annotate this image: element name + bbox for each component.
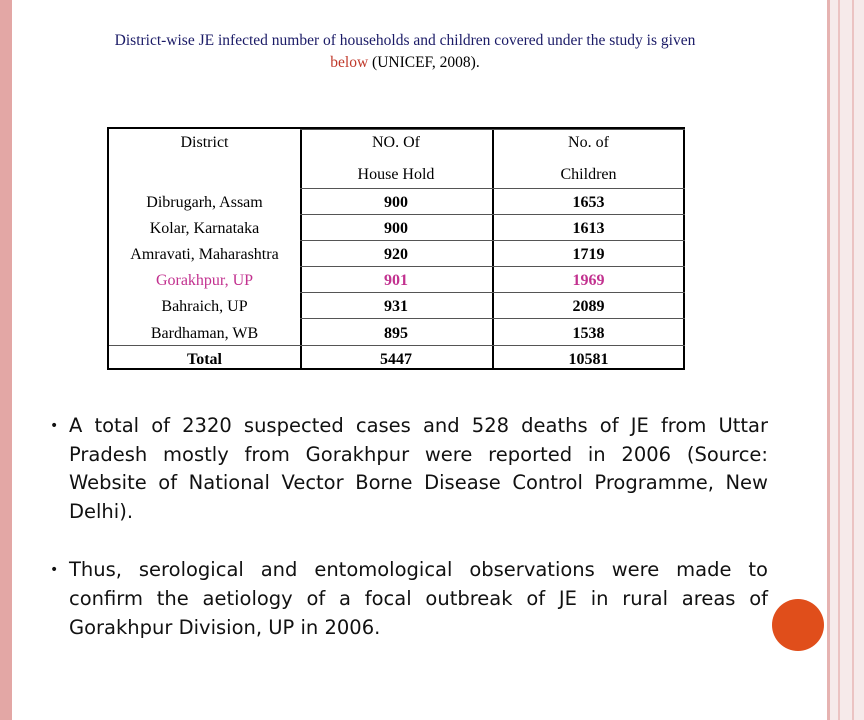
row-district: Amravati, Maharashtra: [130, 246, 279, 263]
header-district: District: [180, 134, 229, 151]
total-children: 10581: [568, 351, 609, 368]
bullet-text: Thus, serological and entomological observations were made to confirm the aetiology of a focal outbreak of JE in rural areas of Gorakhpur Division, UP in 2006.: [69, 558, 768, 639]
district-table: [107, 127, 685, 370]
slide-frame-line: [852, 0, 854, 720]
table-divider: [300, 292, 685, 293]
row-children: 1538: [572, 325, 605, 342]
row-children: 2089: [572, 298, 605, 315]
slide-frame-right: [827, 0, 864, 720]
row-district: Bahraich, UP: [161, 298, 248, 315]
total-label: Total: [187, 351, 222, 368]
table-divider: [300, 318, 685, 319]
row-district: Kolar, Karnataka: [149, 220, 260, 237]
bullet-dot: •: [50, 418, 59, 434]
bullet-dot: •: [50, 562, 59, 579]
total-households: 5447: [380, 351, 412, 368]
table-divider: [300, 266, 685, 267]
header-children-2: Children: [560, 166, 617, 183]
row-households: 931: [384, 298, 408, 315]
bullet-item: [50, 412, 768, 526]
row-households: 920: [384, 246, 408, 263]
row-households: 900: [384, 194, 408, 211]
row-households: 900: [384, 220, 408, 237]
header-households-2: House Hold: [357, 166, 435, 183]
table-divider: [300, 129, 685, 130]
row-children: 1719: [572, 246, 605, 263]
row-households: 895: [384, 325, 408, 342]
decorative-circle: [772, 599, 824, 651]
bullet-text: A total of 2320 suspected cases and 528 deaths of JE from Uttar Pradesh mostly from Gorakhpur were reported in 2006 (Source: Website of National Vector Borne Disease Control Programme, New Delhi).: [69, 414, 768, 523]
heading-line-2: [50, 52, 760, 74]
slide-frame-line: [827, 0, 830, 720]
table-divider: [300, 188, 685, 189]
row-district: Bardhaman, WB: [150, 325, 259, 342]
bullet-item: [50, 556, 768, 642]
row-district-highlight: Gorakhpur, UP: [155, 272, 254, 289]
table-divider: [300, 240, 685, 241]
bullet-list: [50, 412, 768, 672]
header-households-1: NO. Of: [372, 134, 420, 151]
header-children-1: No. of: [568, 134, 609, 151]
row-children: 1613: [572, 220, 605, 237]
slide-frame-left: [0, 0, 12, 720]
table-divider: [300, 214, 685, 215]
table-divider: [300, 345, 685, 346]
slide-frame-line: [838, 0, 840, 720]
heading-citation: (UNICEF, 2008).: [372, 54, 480, 71]
heading-below: below: [330, 54, 369, 71]
row-children: 1653: [572, 194, 605, 211]
table-divider: [109, 345, 300, 346]
row-households-highlight: 901: [384, 272, 408, 289]
row-children-highlight: 1969: [572, 272, 605, 289]
heading-line-1: District-wise JE infected number of households and children covered under the study is given: [114, 32, 696, 49]
slide-heading: [50, 30, 760, 74]
row-district: Dibrugarh, Assam: [146, 194, 263, 211]
